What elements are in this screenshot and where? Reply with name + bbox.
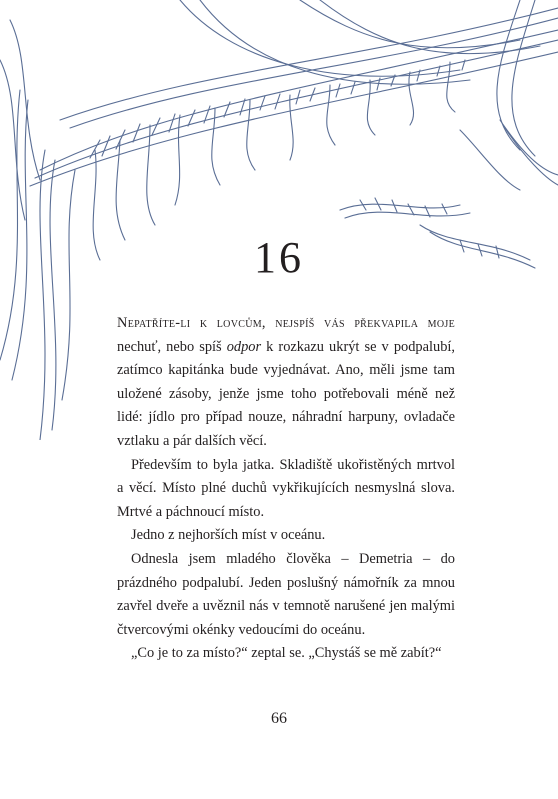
chapter-number: 16 — [254, 233, 304, 282]
paragraph-1-part-a: nechuť, nebo spíš — [117, 338, 227, 355]
page-number: 66 — [271, 710, 287, 727]
paragraph-4: Odnesla jsem mladého člověka – Demetria – do prázdného podpalubí. Jeden poslušný námořník za mnou zavřel dveře a uvěznil nás v temnotě narušené jen malými čtvercovými okénky vedoucími do oceánu. — [117, 550, 455, 638]
paragraph-5: „Co je to za místo?“ zeptal se. „Chystáš se mě zabít?“ — [131, 645, 442, 662]
paragraph-2: Především to byla jatka. Skladiště ukořistěných mrtvol a věcí. Místo plné duchů vykřikujících nesmyslná slova. Mrtvé a páchnoucí místo. — [117, 456, 455, 520]
chapter-text — [117, 312, 455, 666]
paragraph-lead-in: Nepatříte-li k lovcům, nejspíš vás překvapila moje — [117, 315, 455, 331]
paragraph-1 — [117, 312, 455, 454]
emphasized-word: odpor — [226, 338, 262, 355]
paragraph-3: Jedno z nejhorších míst v oceánu. — [131, 527, 326, 544]
paragraph-1-part-b: k rozkazu ukrýt se v podpalubí, zatímco kapitánka bude vyjednávat. Ano, měli jsme tam uložené zásoby, jenže jsme toho potřebovali méně než lidé: jídlo pro případ nouze, náhradní harpuny, ovladače vztlaku a pár dalších věcí. — [117, 338, 455, 449]
